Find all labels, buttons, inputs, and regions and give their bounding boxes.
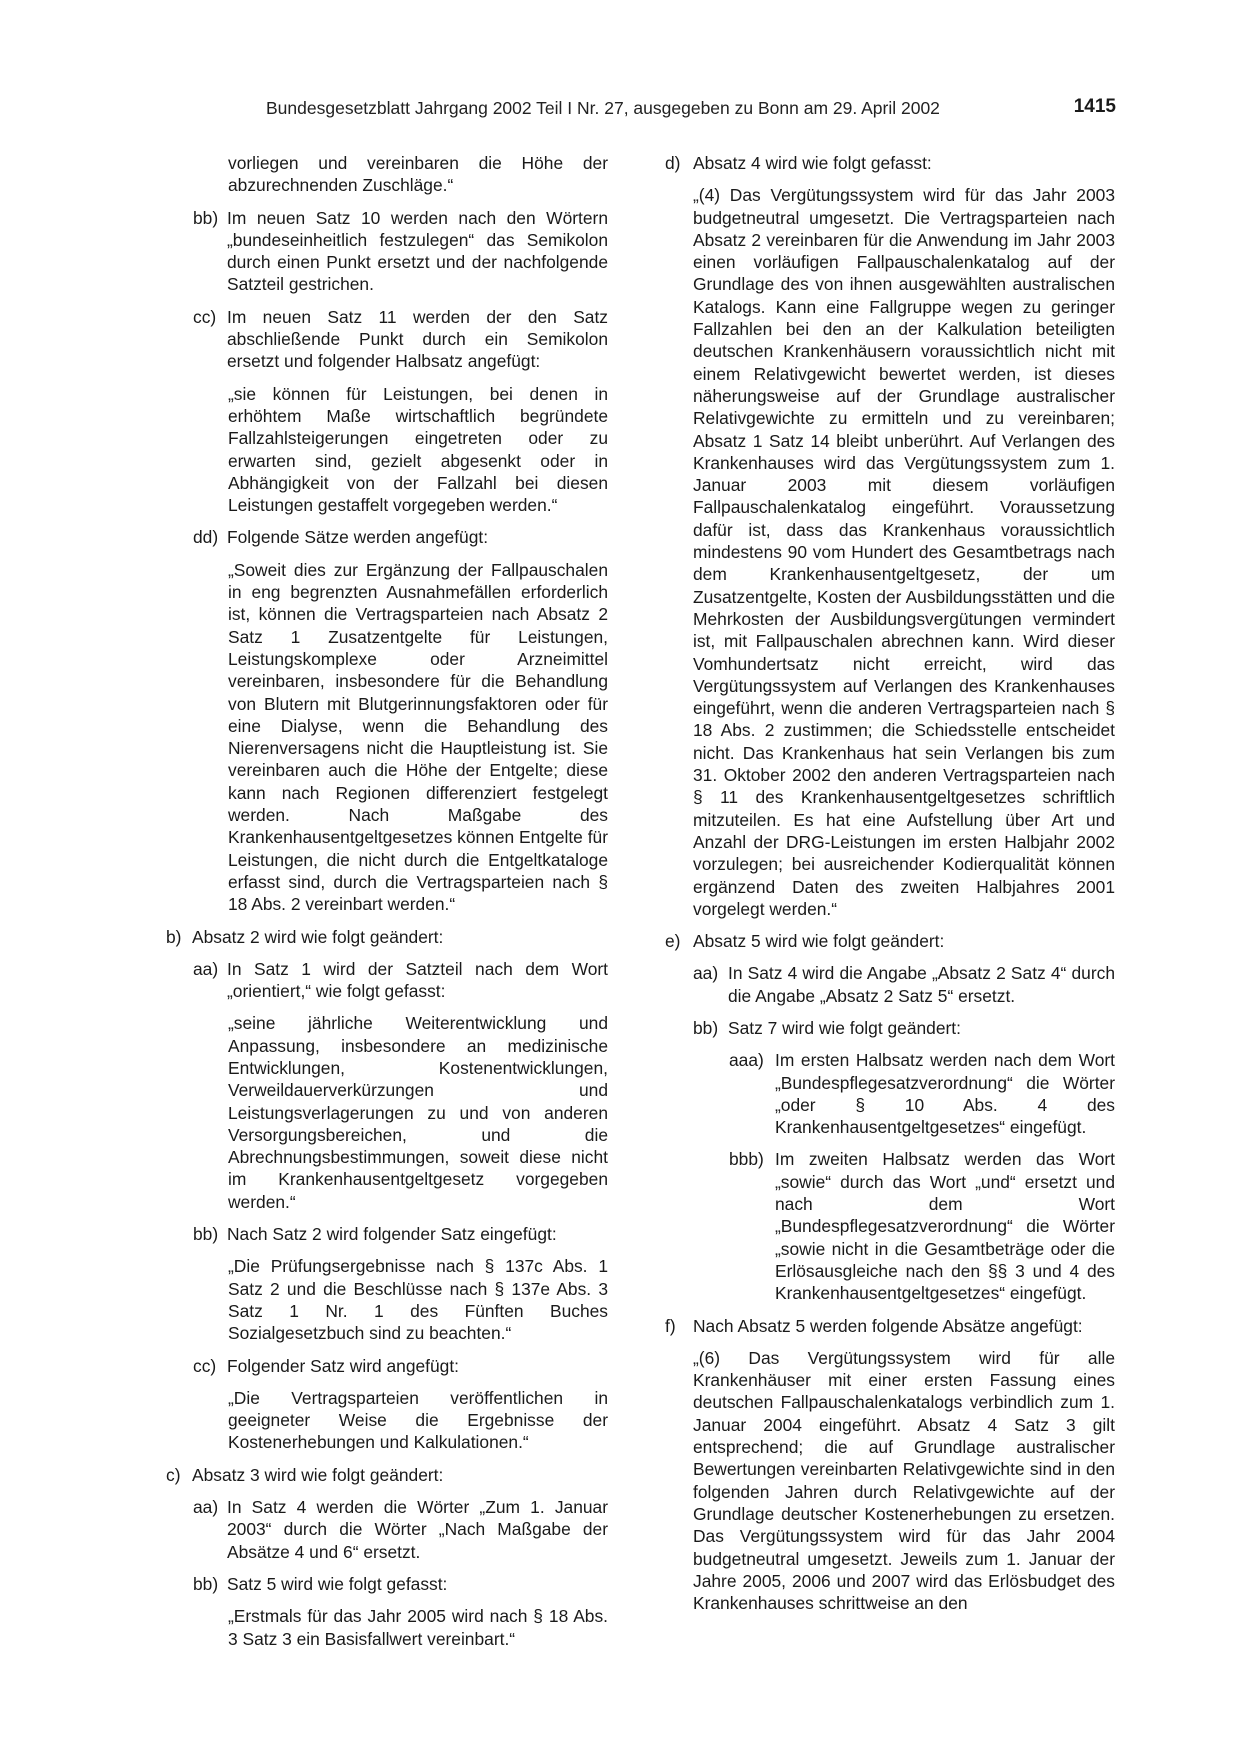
item-text: Im neuen Satz 11 werden der den Satz abschließende Punkt durch ein Semikolon ersetzt und folgender Halbsatz angefügt:	[227, 306, 608, 372]
item-c-aa	[166, 1496, 608, 1563]
item-text: In Satz 1 wird der Satzteil nach dem Wort „orientiert,“ wie folgt gefasst:	[227, 958, 608, 1002]
item-c	[166, 1464, 608, 1486]
quote-block: „seine jährliche Weiterentwicklung und Anpassung, insbesondere an medizinische Entwicklungen, Kostenentwicklungen, Verweildauerverkürzungen und Leistungsverlagerungen zu und von anderen Versorgungsbereichen, und die Abrechnungsbestimmungen, soweit diese nicht im Krankenhausentgeltgesetz vorgegeben werden.“	[228, 1013, 608, 1212]
item-text: Satz 7 wird wie folgt geändert:	[728, 1017, 961, 1038]
continuation-text: vorliegen und vereinbaren die Höhe der abzurechnenden Zuschläge.“	[228, 153, 608, 196]
item-label: bb)	[193, 1224, 219, 1245]
item-label: aa)	[193, 958, 219, 979]
item-text: In Satz 4 wird die Angabe „Absatz 2 Satz 4“ durch die Angabe „Absatz 2 Satz 5“ ersetzt.	[728, 963, 1115, 1006]
item-text: Im neuen Satz 10 werden nach den Wörtern „bundeseinheitlich festzulegen“ das Semikolon durch einen Punkt ersetzt und der nachfolgende Satzteil gestrichen.	[227, 207, 608, 295]
item-b-aa	[166, 958, 608, 1003]
item-label: dd)	[193, 527, 219, 548]
item-e-aa	[665, 962, 1115, 1007]
item-dd	[166, 526, 608, 548]
item-label: aaa)	[729, 1050, 764, 1071]
page-number: 1415	[1073, 96, 1116, 117]
item-d	[665, 152, 1115, 174]
right-column	[665, 152, 1115, 1614]
header-title: Bundesgesetzblatt Jahrgang 2002 Teil I Nr. 27, ausgegeben zu Bonn am 29. April 2002	[266, 98, 940, 118]
item-label: b)	[166, 926, 182, 947]
item-cc	[166, 306, 608, 373]
item-b-cc	[166, 1355, 608, 1377]
item-text: Satz 5 wird wie folgt gefasst:	[227, 1573, 448, 1594]
item-c-bb	[166, 1573, 608, 1595]
item-bb	[166, 207, 608, 296]
item-b-bb	[166, 1223, 608, 1245]
item-text: Im zweiten Halbsatz werden das Wort „sowie“ durch das Wort „und“ ersetzt und nach dem Wort „Bundespflegesatzverordnung“ die Wörter „sowie nicht in die Gesamtbeträge oder die Erlösausgleiche nach den §§ 3 und 4 des Krankenhausentgeltgesetzes“ eingefügt.	[775, 1149, 1115, 1304]
running-header	[166, 98, 1116, 124]
item-e	[665, 930, 1115, 952]
item-text: Absatz 4 wird wie folgt gefasst:	[693, 153, 932, 173]
item-label: cc)	[193, 1355, 217, 1376]
item-label: c)	[166, 1464, 181, 1485]
quote-block: „Erstmals für das Jahr 2005 wird nach § 18 Abs. 3 Satz 3 ein Basisfallwert vereinbart.“	[228, 1606, 608, 1649]
quote-block: „Die Prüfungsergebnisse nach § 137c Abs. 1 Satz 2 und die Beschlüsse nach § 137e Abs. 3 Satz 1 Nr. 1 des Fünften Buches Sozialgesetzbuch sind zu beachten.“	[228, 1256, 608, 1344]
item-e-aaa	[665, 1049, 1115, 1138]
item-label: d)	[665, 153, 681, 173]
item-text: Nach Absatz 5 werden folgende Absätze angefügt:	[693, 1315, 1083, 1336]
item-text: Folgender Satz wird angefügt:	[227, 1355, 460, 1376]
item-text: In Satz 4 werden die Wörter „Zum 1. Januar 2003“ durch die Wörter „Nach Maßgabe der Absätze 4 und 6“ ersetzt.	[227, 1497, 608, 1562]
item-text: Absatz 5 wird wie folgt geändert:	[693, 931, 945, 952]
item-label: e)	[665, 931, 681, 952]
quote-block: „(4) Das Vergütungssystem wird für das Jahr 2003 budgetneutral umgesetzt. Die Vertragsparteien nach Absatz 2 vereinbaren für die Anwendung im Jahr 2003 einen vorläufigen Fallpauschalenkatalog auf der Grundlage des von ihnen ausgewählten australischen Katalogs. Kann eine Fallgruppe wegen zu geringer Fallzahlen bei den an der Kalkulation beteiligten deutschen Krankenhäusern voraussichtlich nicht mit einem Relativgewicht bewertet werden, ist dieses näherungsweise auf der Grundlage australischer Relativgewichte zu ermitteln und zu vereinbaren; Absatz 1 Satz 14 bleibt unberührt. Auf Verlangen des Krankenhauses wird das Vergütungssystem zum 1. Januar 2003 mit diesem vorläufigen Fallpauschalenkatalog eingeführt. Voraussetzung dafür ist, dass das Krankenhaus voraussichtlich mindestens 90 vom Hundert des Gesamtbetrags nach dem Krankenhausentgeltgesetz, der um Zusatzentgelte, Kosten der Ausbildungsstätten und die Mehrkosten der Ausbildungsvergütungen vermindert ist, mit Fallpauschalen abrechnen kann. Wird dieser Vomhundertsatz nicht erreicht, wird das Vergütungssystem auf Verlangen des Krankenhauses eingeführt, wenn die anderen Vertragsparteien nach § 18 Abs. 2 zustimmen; die Schiedsstelle entscheidet nicht. Das Krankenhaus hat sein Verlangen bis zum 31. Oktober 2002 den anderen Vertragsparteien nach § 11 des Krankenhausentgeltgesetzes schriftlich mitzuteilen. Es hat eine Aufstellung über Art und Anzahl der DRG-Leistungen im ersten Halbjahr 2002 vorzulegen; bei ausreichender Kodierqualität können ergänzend Daten des zweiten Halbjahres 2001 vorgelegt werden.“	[693, 185, 1115, 919]
item-e-bb	[665, 1017, 1115, 1039]
quote-block: „Die Vertragsparteien veröffentlichen in geeigneter Weise die Ergebnisse der Kostenerhebungen und Kalkulationen.“	[228, 1387, 608, 1453]
item-label: f)	[665, 1315, 676, 1336]
item-label: bb)	[693, 1017, 719, 1038]
item-b	[166, 926, 608, 948]
item-text: Folgende Sätze werden angefügt:	[227, 527, 489, 548]
left-column	[166, 152, 608, 1650]
item-e-bbb	[665, 1148, 1115, 1304]
item-f	[665, 1315, 1115, 1337]
quote-block: „sie können für Leistungen, bei denen in erhöhtem Maße wirtschaftlich begründete Fallzahlsteigerungen eingetreten oder zu erwarten sind, gezielt abgesenkt oder in Abhängigkeit von der Fallzahl bei diesen Leistungen gestaffelt vorgegeben werden.“	[228, 383, 608, 516]
item-label: bb)	[193, 207, 219, 228]
item-text: Absatz 2 wird wie folgt geändert:	[192, 926, 444, 947]
item-label: bb)	[193, 1573, 219, 1594]
quote-block: „Soweit dies zur Ergänzung der Fallpauschalen in eng begrenzten Ausnahmefällen erforderlich ist, können die Vertragsparteien nach Absatz 2 Satz 1 Zusatzentgelte für Leistungen, Leistungskomplexe oder Arzneimittel vereinbaren, insbesondere für die Behandlung von Blutern mit Blutgerinnungsfaktoren oder für eine Dialyse, wenn die Behandlung des Nierenversagens nicht die Hauptleistung ist. Sie vereinbaren auch die Höhe der Entgelte; diese kann nach Regionen differenziert festgelegt werden. Nach Maßgabe des Krankenhausentgeltgesetzes können Entgelte für Leistungen, die nicht durch die Entgeltkataloge erfasst sind, durch die Vertragsparteien nach § 18 Abs. 2 vereinbart werden.“	[228, 559, 608, 915]
quote-block: „(6) Das Vergütungssystem wird für alle Krankenhäuser mit einer ersten Fassung eines deutschen Fallpauschalenkatalogs verbindlich zum 1. Januar 2004 eingeführt. Absatz 4 Satz 3 gilt entsprechend; die auf Grundlage australischer Bewertungen vereinbarten Relativgewichte sind in den folgenden Jahren durch Relativgewichte auf der Grundlage deutscher Kostenerhebungen zu ersetzen. Das Vergütungssystem wird für das Jahr 2004 budgetneutral umgesetzt. Jeweils zum 1. Januar der Jahre 2005, 2006 und 2007 wird das Erlösbudget des Krankenhauses schrittweise an den	[693, 1347, 1115, 1614]
item-text: Nach Satz 2 wird folgender Satz eingefügt:	[227, 1224, 557, 1245]
item-label: cc)	[193, 306, 217, 327]
item-label: aa)	[693, 963, 719, 984]
item-text: Im ersten Halbsatz werden nach dem Wort „Bundespflegesatzverordnung“ die Wörter „oder § 10 Abs. 4 des Krankenhausentgeltgesetzes“ eingefügt.	[775, 1050, 1115, 1138]
item-label: aa)	[193, 1497, 219, 1518]
item-text: Absatz 3 wird wie folgt geändert:	[192, 1464, 444, 1485]
item-label: bbb)	[729, 1149, 764, 1170]
